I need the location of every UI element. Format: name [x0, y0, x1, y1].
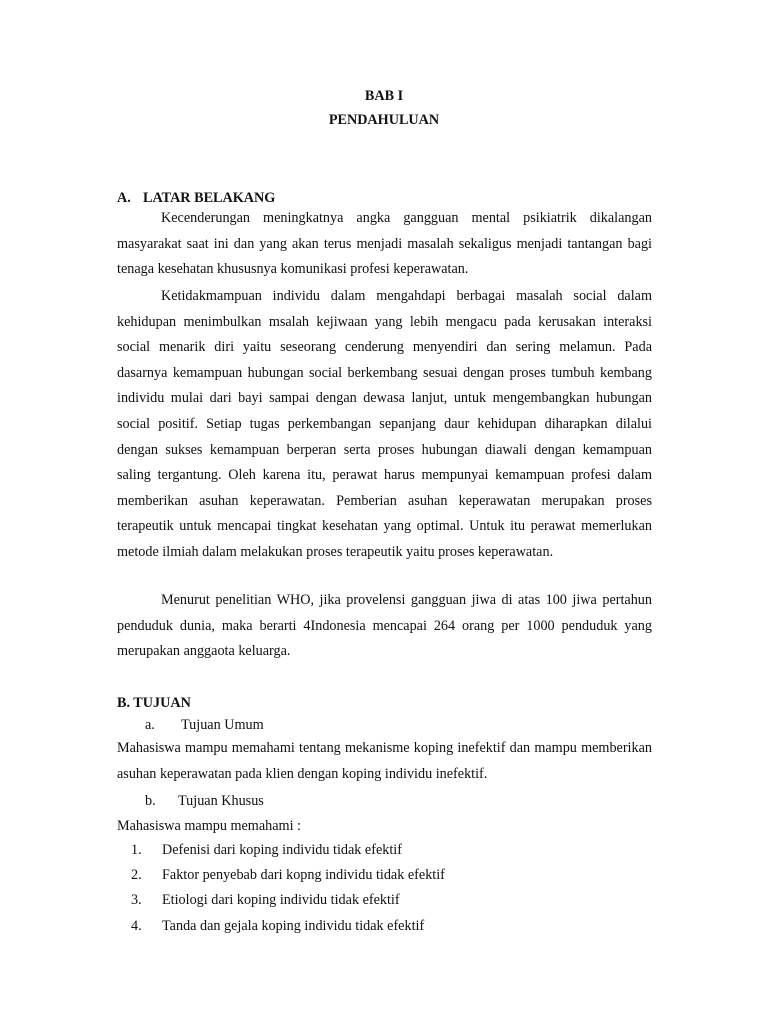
list-item-number: 2. — [131, 867, 142, 884]
section-a-heading — [117, 188, 275, 208]
general-objective-text: Mahasiswa mampu memahami tentang mekanisme koping inefektif dan mampu memberikan asuhan keperawatan pada klien dengan koping individu inefektif. — [117, 740, 652, 782]
section-a-title: LATAR BELAKANG — [143, 190, 276, 206]
list-item-number: 4. — [131, 917, 142, 934]
section-b-heading: B. TUJUAN — [117, 695, 191, 711]
specific-objective-marker: b. — [145, 793, 156, 809]
list-item-text: Defenisi dari koping individu tidak efektif — [162, 842, 402, 858]
section-a-marker: A. — [117, 190, 131, 206]
list-item-text: Faktor penyebab dari kopng individu tidak efektif — [162, 867, 445, 884]
list-item — [131, 890, 445, 915]
list-item — [131, 840, 445, 865]
paragraph-background-3: Menurut penelitian WHO, jika provelensi gangguan jiwa di atas 100 jiwa pertahun penduduk dunia, maka berarti 4Indonesia mencapai 264 orang per 1000 penduduk yang merupakan anggaota keluarga. — [117, 592, 652, 660]
list-item-text: Tanda dan gejala koping individu tidak efektif — [162, 917, 425, 934]
chapter-title: PENDAHULUAN — [328, 112, 440, 128]
list-item — [131, 916, 445, 941]
paragraph-background-2: Ketidakmampuan individu dalam mengahdapi berbagai masalah social dalam kehidupan menimbulkan msalah kejiwaan yang lebih mengacu pada kerusakan interaksi social menarik diri yaitu seseorang cenderung menyendiri dan sering melamun. Pada dasarnya kemampuan hubungan social berkembang sesuai dengan proses tumbuh kembang individu mulai dari bayi sampai dengan dewasa lanjut, untuk mengembangkan hubungan social positif. Setiap tugas perkembangan sepanjang daur kehidupan diharapkan dilalui dengan sukses kemampuan berperan serta proses hubungan diawali dengan kemampuan saling tergantung. Oleh karena itu, perawat harus mempunyai kemampuan profesi dalam memberikan asuhan keperawatan. Pemberian asuhan keperawatan merupakan proses terapeutik untuk mencapai tingkat kesehatan yang optimal. Untuk itu perawat memerlukan metode ilmiah dalam melakukan proses terapeutik yaitu proses keperawatan. — [117, 288, 652, 560]
list-item — [131, 865, 445, 890]
list-item-text: Etiologi dari koping individu tidak efektif — [162, 892, 400, 909]
general-objective-marker: a. — [145, 717, 155, 733]
specific-objective-intro: Mahasiswa mampu memahami : — [117, 818, 302, 834]
list-item-number: 3. — [131, 892, 142, 909]
list-item-number: 1. — [131, 842, 142, 858]
paragraph-background-1: Kecenderungan meningkatnya angka gangguan mental psikiatrik dikalangan masyarakat saat ini dan yang akan terus menjadi masalah sekaligus menjadi tantangan bagi tenaga kesehatan khususnya komunikasi profesi keperawatan. — [117, 210, 652, 278]
chapter-number: BAB I — [364, 88, 404, 104]
specific-objective-label: Tujuan Khusus — [178, 793, 264, 809]
general-objective-heading — [145, 715, 264, 735]
specific-objective-list — [131, 840, 445, 941]
specific-objective-heading — [145, 791, 264, 811]
general-objective-label: Tujuan Umum — [181, 717, 264, 733]
